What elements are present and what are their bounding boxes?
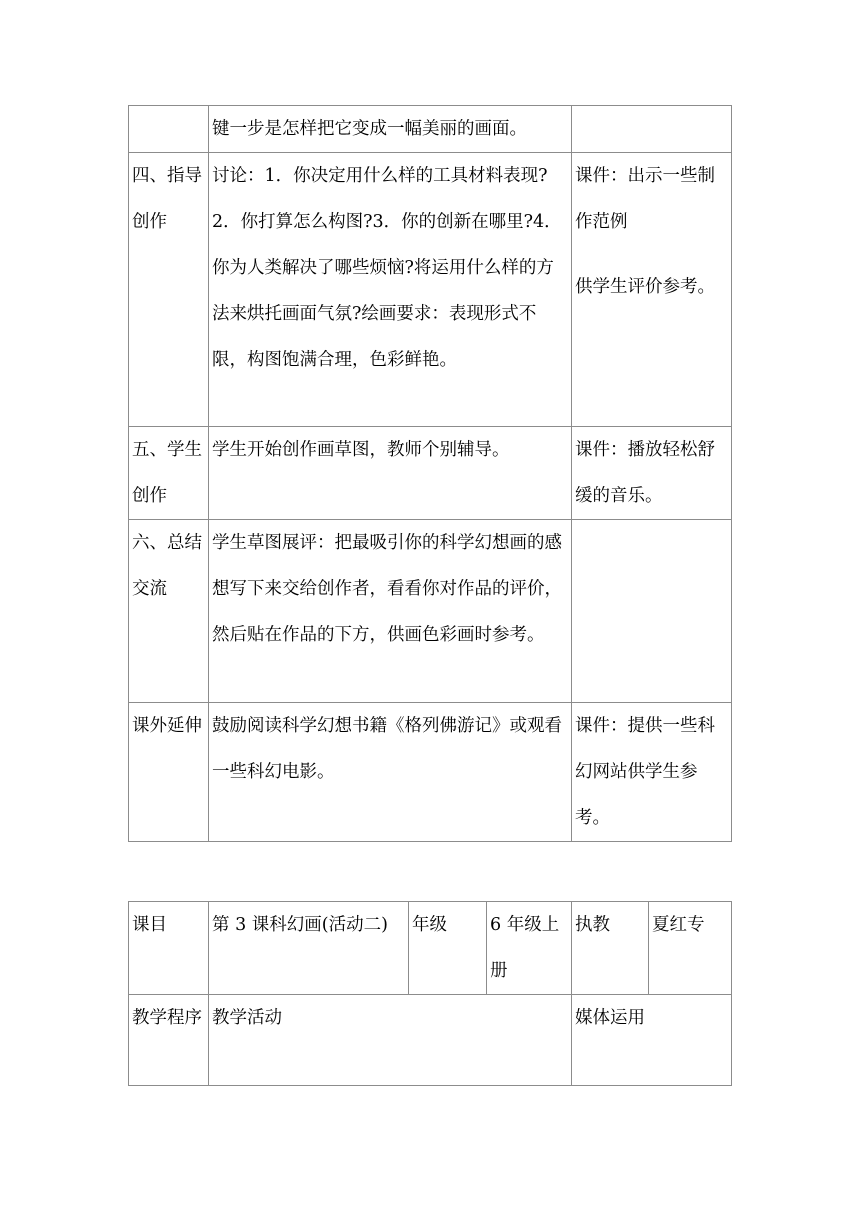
step-cell: 课外延伸	[129, 703, 209, 842]
step-cell: 六、总结交流	[129, 520, 209, 703]
activity-label: 教学活动	[209, 995, 572, 1086]
media-text-extra: 供学生评价参考。	[575, 277, 715, 297]
teacher-value: 夏红专	[649, 902, 732, 995]
teacher-label: 执教	[572, 902, 649, 995]
table-row	[129, 520, 732, 703]
media-cell	[572, 153, 732, 427]
table-row	[129, 153, 732, 427]
step-cell	[129, 106, 209, 153]
activity-cell: 讨论：1．你决定用什么样的工具材料表现?2．你打算怎么构图?3．你的创新在哪里?4．你为人类解决了哪些烦恼?将运用什么样的方法来烘托画面气氛?绘画要求：表现形式不限，构图饱满合理，色彩鲜艳。	[209, 153, 572, 427]
media-cell	[572, 106, 732, 153]
activity-cell: 鼓励阅读科学幻想书籍《格列佛游记》或观看一些科幻电影。	[209, 703, 572, 842]
table-row	[129, 995, 732, 1086]
media-cell	[572, 520, 732, 703]
lesson-plan-table-continued	[128, 105, 732, 842]
table-row	[129, 902, 732, 995]
course-label: 课目	[129, 902, 209, 995]
procedure-label: 教学程序	[129, 995, 209, 1086]
table-row	[129, 703, 732, 842]
media-cell: 课件：提供一些科幻网站供学生参考。	[572, 703, 732, 842]
lesson-plan-header-table	[128, 901, 732, 1086]
table-row	[129, 106, 732, 153]
grade-value: 6 年级上册	[487, 902, 572, 995]
activity-cell: 键一步是怎样把它变成一幅美丽的画面。	[209, 106, 572, 153]
activity-cell: 学生开始创作画草图，教师个别辅导。	[209, 427, 572, 520]
table-row	[129, 427, 732, 520]
media-text: 课件：出示一些制作范例	[575, 166, 715, 232]
activity-cell: 学生草图展评：把最吸引你的科学幻想画的感想写下来交给创作者，看看你对作品的评价，然后贴在作品的下方，供画色彩画时参考。	[209, 520, 572, 703]
media-label: 媒体运用	[572, 995, 732, 1086]
course-value: 第 3 课科幻画(活动二)	[209, 902, 409, 995]
media-cell: 课件：播放轻松舒缓的音乐。	[572, 427, 732, 520]
step-cell: 五、学生创作	[129, 427, 209, 520]
grade-label: 年级	[409, 902, 487, 995]
step-cell: 四、指导创作	[129, 153, 209, 427]
